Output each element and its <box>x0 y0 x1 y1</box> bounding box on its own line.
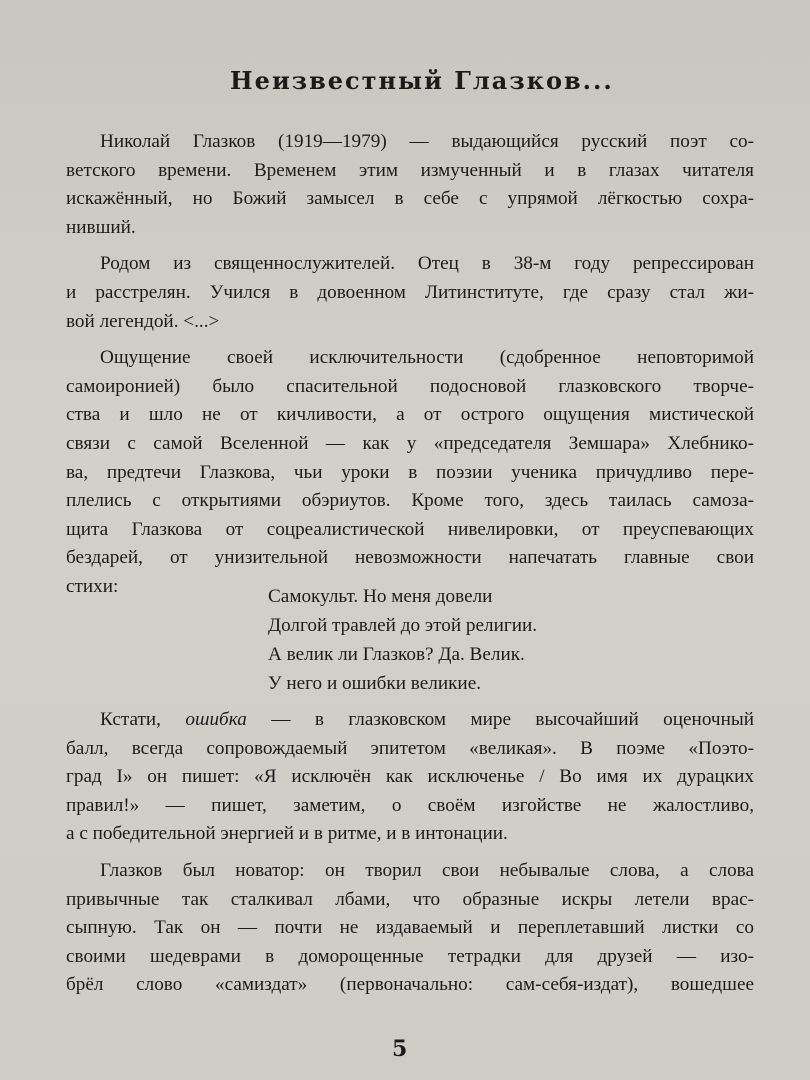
text-line: и расстрелян. Учился в довоенном Литинституте, где сразу стал жи- <box>66 281 754 303</box>
text-line: брёл слово «самиздат» (первоначально: сам-себя-издат), вошедшее <box>66 974 754 996</box>
paragraph-4 <box>66 706 754 849</box>
text-line: нивший. <box>66 216 136 238</box>
poem-line: А велик ли Глазков? Да. Велик. <box>268 644 525 665</box>
text-line: Николай Глазков (1919—1979) — выдающийся русский поэт со- <box>100 131 754 152</box>
text-line: своими шедеврами в доморощенные тетрадки для друзей — изо- <box>66 945 754 967</box>
chapter-title: Неизвестный Глазков... <box>230 66 614 95</box>
text-line: искажённый, но Божий замысел в себе с упрямой лёгкостью сохра- <box>66 188 754 210</box>
text-line <box>66 706 754 735</box>
text-line: щита Глазкова от соцреалистической нивелировки, от преуспевающих <box>66 518 754 540</box>
poem-line: У него и ошибки великие. <box>268 673 482 694</box>
text-line: связи с самой Вселенной — как у «председателя Земшара» Хлебнико- <box>66 432 754 454</box>
text-line: ветского времени. Временем этим измученный и в глазах читателя <box>66 159 754 181</box>
page-number: 5 <box>392 1036 408 1062</box>
text-line: сыпную. Так он — почти не издаваемый и переплетавший листки со <box>66 917 754 939</box>
text-line: бездарей, от унизительной невозможности напечатать главные свои <box>66 547 754 569</box>
italic-word: ошибка <box>185 709 247 730</box>
text-line: правил!» — пишет, заметим, о своём изгойстве не жалостливо, <box>66 794 754 816</box>
poem-line: Долгой травлей до этой религии. <box>268 615 538 636</box>
text-line: Родом из священнослужителей. Отец в 38-м году репрессирован <box>100 253 754 275</box>
text-line: ства и шло не от кичливости, а от острого ощущения мистической <box>66 404 754 426</box>
text-line: Ощущение своей исключительности (сдобренное неповторимой <box>100 347 754 369</box>
text-line: град I» он пишет: «Я исключён как исключенье / Во имя их дурацких <box>66 766 754 788</box>
text-line: плелись с открытиями обэриутов. Кроме того, здесь таилась самоза- <box>66 490 754 512</box>
text-line: а с победительной энергией и в ритме, и в интонации. <box>66 823 508 845</box>
poem-quote <box>268 582 537 698</box>
text-line: вой легендой. <...> <box>66 310 220 332</box>
text-line: ва, предтечи Глазкова, чьи уроки в поэзии ученика причудливо пере- <box>66 461 754 483</box>
body-text-bottom <box>66 706 754 1000</box>
body-text-top <box>66 128 754 602</box>
paragraph-2 <box>66 250 754 336</box>
text-line: стихи: <box>66 575 119 597</box>
text-line: привычные так сталкивал лбами, что образные искры летели врас- <box>66 888 754 910</box>
poem-line: Самокульт. Но меня довели <box>268 586 493 607</box>
text-line: балл, всегда сопровождаемый эпитетом «великая». В поэме «Поэто- <box>66 737 754 759</box>
text-fragment: Кстати, <box>100 709 186 730</box>
paragraph-1 <box>66 128 754 242</box>
paragraph-5 <box>66 857 754 1000</box>
text-line: Глазков был новатор: он творил свои небывалые слова, а слова <box>100 859 754 881</box>
paragraph-3 <box>66 344 754 601</box>
text-fragment: — в глазковском мире высочайший оценочный <box>246 709 754 730</box>
text-line: самоиронией) было спасительной подосновой глазковского творче- <box>66 375 754 397</box>
